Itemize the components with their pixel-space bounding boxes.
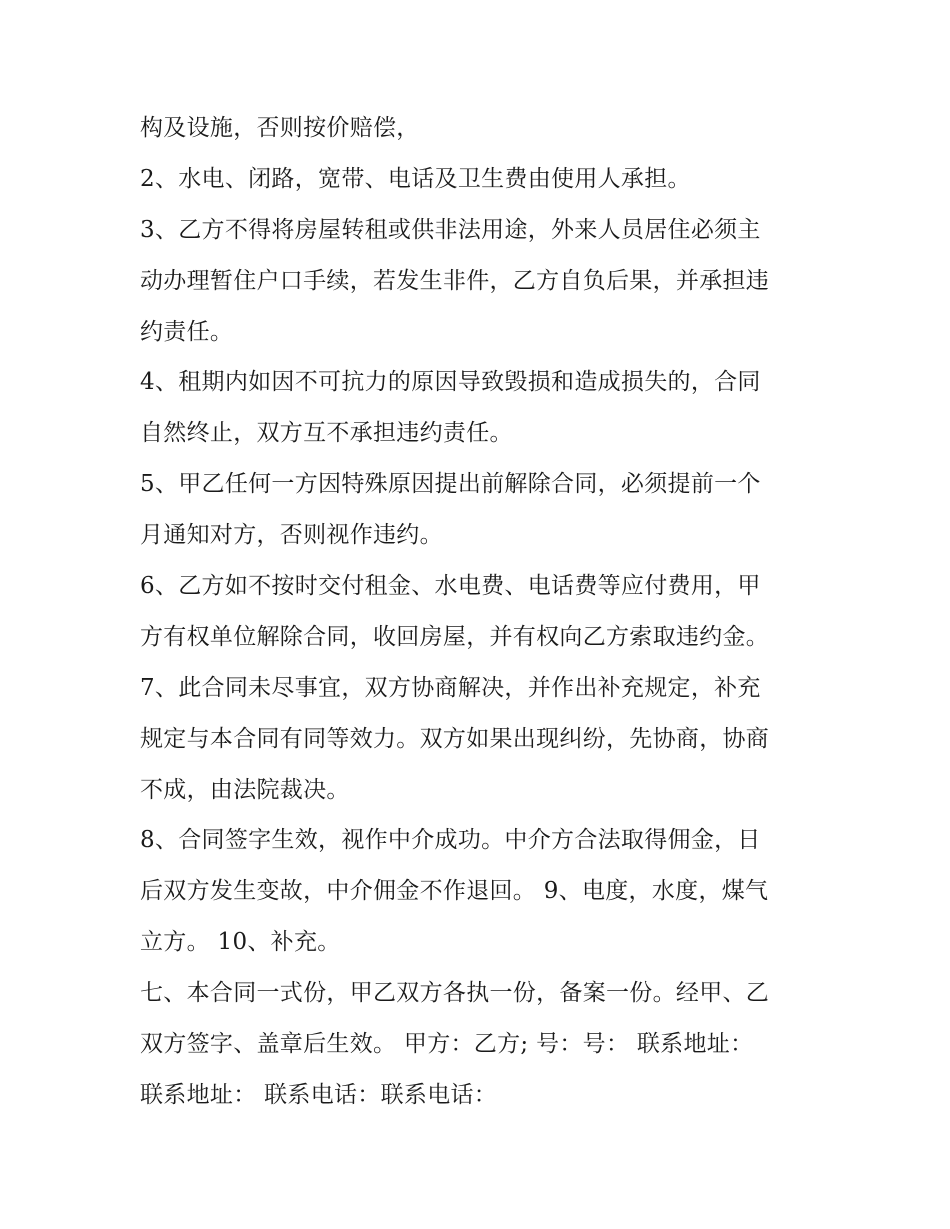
text-line: 6、乙方如不按时交付租金、水电费、电话费等应付费用，甲 bbox=[140, 573, 761, 600]
text-line: 双方签字、盖章后生效。 甲方：乙方; 号：号： 联系地址： bbox=[140, 1031, 754, 1058]
text-line: 不成，由法院裁决。 bbox=[140, 776, 350, 803]
text-line: 4、租期内如因不可抗力的原因导致毁损和造成损失的，合同 bbox=[140, 369, 761, 396]
text-line: 3、乙方不得将房屋转租或供非法用途，外来人员居住必须主 bbox=[140, 216, 761, 243]
text-line: 自然终止，双方互不承担违约责任。 bbox=[140, 420, 513, 447]
text-line: 七、本合同一式份，甲乙双方各执一份，备案一份。经甲、乙 bbox=[140, 980, 770, 1007]
text-line: 月通知对方，否则视作违约。 bbox=[140, 522, 443, 549]
text-line: 约责任。 bbox=[140, 318, 234, 345]
text-line: 规定与本合同有同等效力。双方如果出现纠纷，先协商，协商 bbox=[140, 725, 770, 752]
text-line: 8、合同签字生效，视作中介成功。中介方合法取得佣金，日 bbox=[140, 827, 761, 854]
text-line: 2、水电、闭路，宽带、电话及卫生费由使用人承担。 bbox=[140, 165, 691, 192]
text-line: 方有权单位解除合同，收回房屋，并有权向乙方索取违约金。 bbox=[140, 623, 770, 650]
contract-text-body bbox=[140, 103, 820, 1121]
text-line: 联系地址： 联系电话：联系电话： bbox=[140, 1081, 498, 1108]
text-line: 立方。 10、补充。 bbox=[140, 929, 341, 956]
text-line: 5、甲乙任何一方因特殊原因提出前解除合同，必须提前一个 bbox=[140, 471, 761, 498]
text-line: 构及设施，否则按价赔偿， bbox=[140, 115, 420, 141]
text-line: 动办理暂住户口手续，若发生非件，乙方自负后果，并承担违 bbox=[140, 267, 770, 294]
text-line: 7、此合同未尽事宜，双方协商解决，并作出补充规定，补充 bbox=[140, 674, 761, 701]
text-line: 后双方发生变故，中介佣金不作退回。 9、电度，水度，煤气 bbox=[140, 878, 769, 905]
